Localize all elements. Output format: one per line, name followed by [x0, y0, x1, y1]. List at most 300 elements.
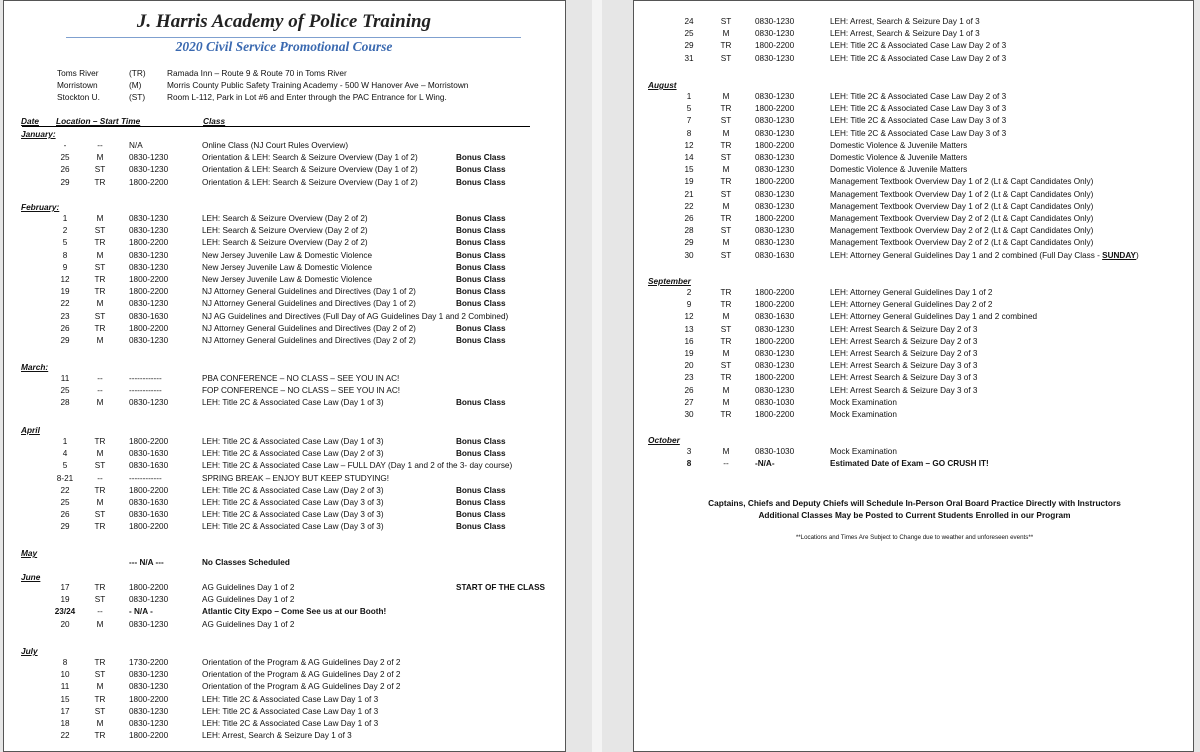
- row-time: -N/A-: [755, 459, 775, 469]
- month-heading: October: [648, 435, 680, 445]
- row-class: LEH: Search & Seizure Overview (Day 2 of 2): [202, 238, 368, 248]
- row-time: 1800-2200: [129, 522, 169, 532]
- title-divider: [66, 37, 521, 38]
- row-date: 1: [62, 214, 68, 223]
- schedule-row: [634, 409, 1193, 421]
- row-class: Atlantic City Expo – Come See us at our Booth!: [202, 607, 387, 617]
- row-location: --: [723, 459, 729, 469]
- row-date: 8-21: [56, 473, 74, 483]
- row-note: Bonus Class: [456, 398, 506, 408]
- row-location: M: [722, 165, 730, 175]
- schedule-row: [634, 372, 1193, 384]
- row-class: NJ Attorney General Guidelines and Directives (Day 1 of 2): [202, 299, 416, 309]
- schedule-row: [634, 458, 1193, 470]
- location-code: (M): [129, 80, 142, 90]
- schedule-row: [4, 460, 565, 472]
- row-date: 25: [60, 153, 70, 163]
- row-time: 0830-1630: [129, 449, 169, 459]
- row-note: Bonus Class: [456, 449, 506, 459]
- schedule-row: [634, 40, 1193, 52]
- row-location: TR: [94, 287, 106, 297]
- row-class: NJ Attorney General Guidelines and Directives (Day 1 of 2): [202, 287, 416, 297]
- row-time: 0830-1230: [129, 262, 169, 272]
- row-location: --: [97, 374, 103, 383]
- row-location: M: [96, 153, 104, 163]
- row-date: 2: [686, 288, 692, 297]
- row-date: 19: [60, 287, 70, 297]
- row-note: Bonus Class: [456, 262, 506, 272]
- row-date: 23: [60, 311, 70, 321]
- schedule-row: [634, 28, 1193, 40]
- row-class: LEH: Title 2C & Associated Case Law (Day 1 of 3): [202, 398, 384, 408]
- row-time: 0830-1230: [129, 398, 169, 408]
- row-time: 0830-1230: [755, 226, 795, 236]
- row-date: 26: [684, 385, 694, 395]
- row-time: 1800-2200: [129, 485, 169, 495]
- schedule-row: [634, 237, 1193, 249]
- row-date: 27: [684, 397, 694, 407]
- row-location: TR: [94, 658, 106, 667]
- row-class: Domestic Violence & Juvenile Matters: [830, 165, 968, 175]
- row-location: ST: [720, 226, 732, 236]
- row-date: 29: [684, 238, 694, 248]
- row-time: 0830-1230: [129, 336, 169, 345]
- row-class: NJ AG Guidelines and Directives (Full Day of AG Guidelines Day 1 and 2 Combined): [202, 311, 509, 321]
- schedule-row: [4, 509, 565, 521]
- row-location: TR: [720, 177, 732, 187]
- row-time: - N/A -: [129, 607, 153, 617]
- row-time: ------------: [129, 374, 162, 383]
- row-class: SPRING BREAK – ENJOY BUT KEEP STUDYING!: [202, 473, 390, 483]
- row-time: 1800-2200: [755, 214, 795, 223]
- location-town: Toms River: [57, 68, 99, 78]
- row-location: M: [96, 214, 104, 223]
- row-date: 7: [686, 116, 692, 126]
- month-heading: July: [21, 646, 38, 656]
- schedule-row: [634, 140, 1193, 152]
- row-date: 26: [684, 214, 694, 223]
- month-heading: September: [648, 276, 691, 286]
- row-location: --: [97, 607, 103, 617]
- row-time: 0830-1230: [129, 250, 169, 260]
- row-date: 28: [60, 398, 70, 408]
- row-date: 29: [60, 177, 70, 187]
- schedule-row: [634, 128, 1193, 140]
- row-date: 2: [62, 226, 68, 236]
- row-note: Bonus Class: [456, 287, 506, 297]
- row-time: 1800-2200: [755, 140, 795, 150]
- row-class: LEH: Title 2C & Associated Case Law Day 1 of 3: [202, 694, 379, 704]
- row-note: Bonus Class: [456, 299, 506, 309]
- row-time: 1800-2200: [755, 177, 795, 187]
- row-date: 3: [686, 447, 692, 456]
- row-location: ST: [720, 17, 732, 26]
- row-time: 0830-1230: [755, 116, 795, 126]
- row-date: 19: [684, 349, 694, 358]
- schedule-row: [4, 718, 565, 730]
- schedule-row: [634, 91, 1193, 103]
- row-class: LEH: Title 2C & Associated Case Law Day 1 of 3: [202, 706, 379, 716]
- row-location: TR: [720, 41, 732, 51]
- schedule-row: [634, 385, 1193, 397]
- row-date: 29: [60, 336, 70, 345]
- row-note: Bonus Class: [456, 153, 506, 163]
- row-location: TR: [94, 485, 106, 495]
- row-class: No Classes Scheduled: [202, 558, 290, 567]
- row-date: 8: [62, 250, 68, 260]
- row-time: 0830-1030: [755, 447, 795, 456]
- row-date: 25: [684, 29, 694, 39]
- row-class: Management Textbook Overview Day 1 of 2 (Lt & Capt Candidates Only): [830, 177, 1094, 187]
- location-code: (TR): [129, 68, 146, 78]
- row-date: 20: [60, 619, 70, 629]
- row-class: NJ Attorney General Guidelines and Directives (Day 2 of 2): [202, 336, 416, 345]
- schedule-row: [4, 594, 565, 606]
- row-class: PBA CONFERENCE – NO CLASS – SEE YOU IN AC!: [202, 374, 400, 383]
- row-class: Mock Examination: [830, 447, 897, 456]
- location-town: Stockton U.: [57, 92, 100, 102]
- row-date: 25: [60, 386, 70, 396]
- location-address: Room L-112, Park in Lot #6 and Enter through the PAC Entrance for L Wing.: [167, 92, 447, 102]
- row-time: 0830-1230: [755, 189, 795, 199]
- row-location: M: [96, 299, 104, 309]
- row-class: LEH: Title 2C & Associated Case Law Day 2 of 3: [830, 41, 1007, 51]
- row-class: Orientation & LEH: Search & Seizure Overview (Day 1 of 2): [202, 165, 418, 175]
- row-note: Bonus Class: [456, 437, 506, 446]
- row-class: LEH: Title 2C & Associated Case Law Day 2 of 3: [830, 92, 1007, 101]
- month-heading: April: [21, 425, 40, 435]
- row-location: M: [96, 449, 104, 459]
- schedule-row: [4, 140, 565, 152]
- row-note: Bonus Class: [456, 510, 506, 520]
- row-date: 24: [684, 17, 694, 26]
- row-class: Management Textbook Overview Day 2 of 2 (Lt & Capt Candidates Only): [830, 226, 1094, 236]
- row-date: 26: [60, 323, 70, 333]
- row-location: ST: [94, 706, 106, 716]
- row-location: --: [97, 473, 103, 483]
- schedule-row: [4, 311, 565, 323]
- row-location: M: [722, 385, 730, 395]
- footer-note: **Locations and Times Are Subject to Change due to weather and unforeseen events**: [795, 534, 1034, 541]
- row-location: M: [96, 398, 104, 408]
- row-date: 26: [60, 165, 70, 175]
- row-time: 0830-1230: [129, 619, 169, 629]
- row-date: 10: [60, 670, 70, 680]
- location-address: Morris County Public Safety Training Academy - 500 W Hanover Ave – Morristown: [167, 80, 469, 90]
- row-date: 29: [684, 41, 694, 51]
- row-location: ST: [720, 189, 732, 199]
- row-location: TR: [720, 104, 732, 114]
- row-location: ST: [720, 116, 732, 126]
- row-note: Bonus Class: [456, 275, 506, 284]
- row-time: 1800-2200: [755, 300, 795, 310]
- schedule-row: [4, 681, 565, 693]
- row-class: LEH: Arrest, Search & Seizure Day 1 of 3: [830, 29, 980, 39]
- row-class: Orientation & LEH: Search & Seizure Overview (Day 1 of 2): [202, 177, 418, 187]
- row-note: Bonus Class: [456, 522, 506, 532]
- row-time: 1800-2200: [129, 583, 169, 592]
- row-time: 1800-2200: [755, 41, 795, 51]
- row-time: 0830-1230: [129, 214, 169, 223]
- row-time: ------------: [129, 473, 162, 483]
- row-note: Bonus Class: [456, 226, 506, 236]
- row-class: FOP CONFERENCE – NO CLASS – SEE YOU IN AC!: [202, 386, 401, 396]
- row-location: TR: [94, 437, 106, 446]
- row-class: LEH: Title 2C & Associated Case Law Day 2 of 3: [830, 53, 1007, 63]
- footer-line-1: Captains, Chiefs and Deputy Chiefs will Schedule In-Person Oral Board Practice Directly with Instructors: [708, 498, 1121, 508]
- row-date: 22: [60, 299, 70, 309]
- row-class: LEH: Search & Seizure Overview (Day 2 of 2): [202, 214, 368, 223]
- row-location: TR: [94, 323, 106, 333]
- schedule-row: [634, 176, 1193, 188]
- schedule-row: [4, 286, 565, 298]
- row-location: TR: [94, 583, 106, 592]
- row-location: M: [722, 312, 730, 322]
- row-class: AG Guidelines Day 1 of 2: [202, 595, 295, 605]
- schedule-row: [4, 298, 565, 310]
- row-class: Orientation of the Program & AG Guidelines Day 2 of 2: [202, 670, 401, 680]
- row-time: 0830-1230: [755, 53, 795, 63]
- row-location: TR: [94, 275, 106, 284]
- schedule-row: [634, 213, 1193, 225]
- row-location: --: [97, 141, 103, 150]
- row-date: 15: [684, 165, 694, 175]
- row-date: 4: [62, 449, 68, 459]
- row-location: ST: [94, 595, 106, 605]
- row-class: LEH: Title 2C & Associated Case Law (Day 2 of 3): [202, 485, 384, 495]
- row-time: 1800-2200: [129, 323, 169, 333]
- row-date: 12: [60, 275, 70, 284]
- row-location: ST: [720, 324, 732, 334]
- row-time: 0830-1630: [129, 461, 169, 471]
- schedule-row: [4, 213, 565, 225]
- row-date: 5: [686, 104, 692, 114]
- schedule-row: [634, 152, 1193, 164]
- row-class: LEH: Arrest Search & Seizure Day 2 of 3: [830, 349, 978, 358]
- footer-line-2: Additional Classes May be Posted to Current Students Enrolled in our Program: [758, 510, 1071, 520]
- row-location: M: [722, 92, 730, 101]
- row-class: Estimated Date of Exam – GO CRUSH IT!: [830, 459, 989, 469]
- row-class: LEH: Title 2C & Associated Case Law (Day 1 of 3): [202, 437, 384, 446]
- row-location: TR: [720, 373, 732, 383]
- row-time: 0830-1230: [755, 29, 795, 39]
- row-location: ST: [94, 670, 106, 680]
- month-heading: June: [21, 572, 41, 582]
- row-class: LEH: Title 2C & Associated Case Law – FULL DAY (Day 1 and 2 of the 3- day course): [202, 461, 513, 471]
- schedule-row: [4, 619, 565, 631]
- row-class: LEH: Attorney General Guidelines Day 2 of 2: [830, 300, 993, 310]
- row-location: TR: [94, 238, 106, 248]
- schedule-row: [634, 397, 1193, 409]
- schedule-row: [4, 436, 565, 448]
- row-class: Orientation & LEH: Search & Seizure Overview (Day 1 of 2): [202, 153, 418, 163]
- schedule-row: [4, 385, 565, 397]
- row-time: 1800-2200: [755, 336, 795, 346]
- schedule-row: [634, 53, 1193, 65]
- row-date: 30: [684, 410, 694, 419]
- row-time: --- N/A ---: [129, 558, 164, 567]
- schedule-row: [4, 557, 565, 569]
- row-date: 19: [60, 595, 70, 605]
- row-class: LEH: Title 2C & Associated Case Law (Day 3 of 3): [202, 498, 384, 507]
- schedule-row: [634, 164, 1193, 176]
- row-location: M: [96, 498, 104, 507]
- row-date: 21: [684, 189, 694, 199]
- row-time: 1800-2200: [129, 275, 169, 284]
- schedule-row: [4, 485, 565, 497]
- row-class: LEH: Arrest Search & Seizure Day 3 of 3: [830, 361, 978, 371]
- row-date: 13: [684, 324, 694, 334]
- row-time: 0830-1230: [129, 719, 169, 728]
- row-time: N/A: [129, 141, 143, 150]
- row-date: 8: [686, 128, 692, 138]
- row-location: TR: [720, 410, 732, 419]
- page-gap: [592, 0, 602, 752]
- row-class: New Jersey Juvenile Law & Domestic Violence: [202, 250, 373, 260]
- row-class: LEH: Arrest Search & Seizure Day 3 of 3: [830, 385, 978, 395]
- row-location: ST: [94, 461, 106, 471]
- row-date: 14: [684, 153, 694, 162]
- row-time: 0830-1230: [755, 201, 795, 211]
- row-date: 31: [684, 53, 694, 63]
- schedule-row: [4, 250, 565, 262]
- row-class: LEH: Title 2C & Associated Case Law (Day 3 of 3): [202, 510, 384, 520]
- academy-title: J. Harris Academy of Police Training: [136, 11, 432, 32]
- row-time: 0830-1230: [755, 153, 795, 162]
- row-time: 0830-1230: [755, 385, 795, 395]
- row-class: AG Guidelines Day 1 of 2: [202, 619, 295, 629]
- row-date: 8: [686, 459, 692, 469]
- row-date: 26: [60, 510, 70, 520]
- row-location: TR: [94, 177, 106, 187]
- row-time: 1800-2200: [129, 731, 169, 741]
- row-class: Online Class (NJ Court Rules Overview): [202, 141, 349, 150]
- header-divider: [22, 126, 530, 127]
- row-date: 29: [60, 522, 70, 532]
- row-date: 28: [684, 226, 694, 236]
- row-class: LEH: Attorney General Guidelines Day 1 of 2: [830, 288, 993, 297]
- row-time: 0830-1230: [129, 595, 169, 605]
- row-date: 23: [684, 373, 694, 383]
- schedule-page-1: [3, 0, 566, 752]
- row-location: M: [722, 29, 730, 39]
- row-date: 12: [684, 312, 694, 322]
- row-date: 23/24: [54, 607, 76, 617]
- schedule-row: [4, 582, 565, 594]
- location-town: Morristown: [57, 80, 98, 90]
- row-class: LEH: Title 2C & Associated Case Law (Day 2 of 3): [202, 449, 384, 459]
- month-heading: May: [21, 548, 38, 558]
- row-location: ST: [94, 165, 106, 175]
- row-date: 17: [60, 706, 70, 716]
- row-class: Mock Examination: [830, 410, 897, 419]
- row-class: Orientation of the Program & AG Guidelines Day 2 of 2: [202, 682, 401, 692]
- row-location: ST: [94, 226, 106, 236]
- row-class: LEH: Arrest, Search & Seizure Day 1 of 3: [830, 17, 980, 26]
- row-date: -: [63, 141, 67, 150]
- row-time: 0830-1230: [129, 165, 169, 175]
- schedule-row: [634, 250, 1193, 262]
- row-time: 1800-2200: [755, 410, 795, 419]
- row-location: ST: [720, 153, 732, 162]
- schedule-row: [4, 152, 565, 164]
- row-time: ------------: [129, 386, 162, 396]
- row-time: 0830-1230: [755, 324, 795, 334]
- row-location: --: [97, 386, 103, 396]
- row-date: 9: [686, 300, 692, 310]
- row-time: 0830-1630: [755, 250, 795, 260]
- schedule-page-2: [633, 0, 1194, 752]
- row-location: TR: [94, 731, 106, 741]
- row-note: Bonus Class: [456, 238, 506, 248]
- row-location: TR: [720, 214, 732, 223]
- row-class: LEH: Title 2C & Associated Case Law Day 3 of 3: [830, 128, 1007, 138]
- schedule-row: [4, 521, 565, 533]
- schedule-row: [4, 448, 565, 460]
- row-location: TR: [94, 694, 106, 704]
- month-heading: August: [648, 80, 677, 90]
- schedule-row: [4, 657, 565, 669]
- row-date: 11: [60, 374, 70, 383]
- row-class: Management Textbook Overview Day 1 of 2 (Lt & Capt Candidates Only): [830, 189, 1094, 199]
- row-time: 0830-1630: [129, 311, 169, 321]
- row-date: 5: [62, 238, 68, 248]
- row-class: Mock Examination: [830, 397, 897, 407]
- row-time: 1800-2200: [755, 104, 795, 114]
- row-class: LEH: Arrest, Search & Seizure Day 1 of 3: [202, 731, 352, 741]
- row-date: 17: [60, 583, 70, 592]
- row-time: 0830-1230: [129, 153, 169, 163]
- header-location: Location – Start Time: [56, 116, 141, 126]
- row-location: M: [96, 619, 104, 629]
- row-date: 22: [684, 201, 694, 211]
- row-note: Bonus Class: [456, 214, 506, 223]
- row-location: M: [722, 397, 730, 407]
- schedule-row: [634, 336, 1193, 348]
- row-class: NJ Attorney General Guidelines and Directives (Day 2 of 2): [202, 323, 416, 333]
- row-location: ST: [94, 311, 106, 321]
- schedule-row: [4, 323, 565, 335]
- row-location: TR: [720, 336, 732, 346]
- schedule-row: [634, 324, 1193, 336]
- row-time: 1800-2200: [129, 287, 169, 297]
- schedule-row: [634, 311, 1193, 323]
- row-location: ST: [94, 262, 106, 272]
- row-time: 1730-2200: [129, 658, 169, 667]
- row-location: TR: [94, 522, 106, 532]
- row-time: 1800-2200: [129, 177, 169, 187]
- row-date: 18: [60, 719, 70, 728]
- row-date: 20: [684, 361, 694, 371]
- row-time: 1800-2200: [129, 694, 169, 704]
- row-location: M: [96, 336, 104, 345]
- row-location: ST: [720, 53, 732, 63]
- schedule-row: [4, 237, 565, 249]
- schedule-row: [634, 287, 1193, 299]
- schedule-row: [634, 16, 1193, 28]
- row-location: M: [722, 349, 730, 358]
- row-location: ST: [720, 361, 732, 371]
- row-location: ST: [720, 250, 732, 260]
- row-location: M: [722, 447, 730, 456]
- row-class: LEH: Title 2C & Associated Case Law (Day 3 of 3): [202, 522, 384, 532]
- row-location: TR: [720, 300, 732, 310]
- schedule-row: [634, 446, 1193, 458]
- row-class: Management Textbook Overview Day 1 of 2 (Lt & Capt Candidates Only): [830, 201, 1094, 211]
- row-time: 0830-1230: [755, 92, 795, 101]
- row-time: 0830-1030: [755, 397, 795, 407]
- row-time: 0830-1630: [755, 312, 795, 322]
